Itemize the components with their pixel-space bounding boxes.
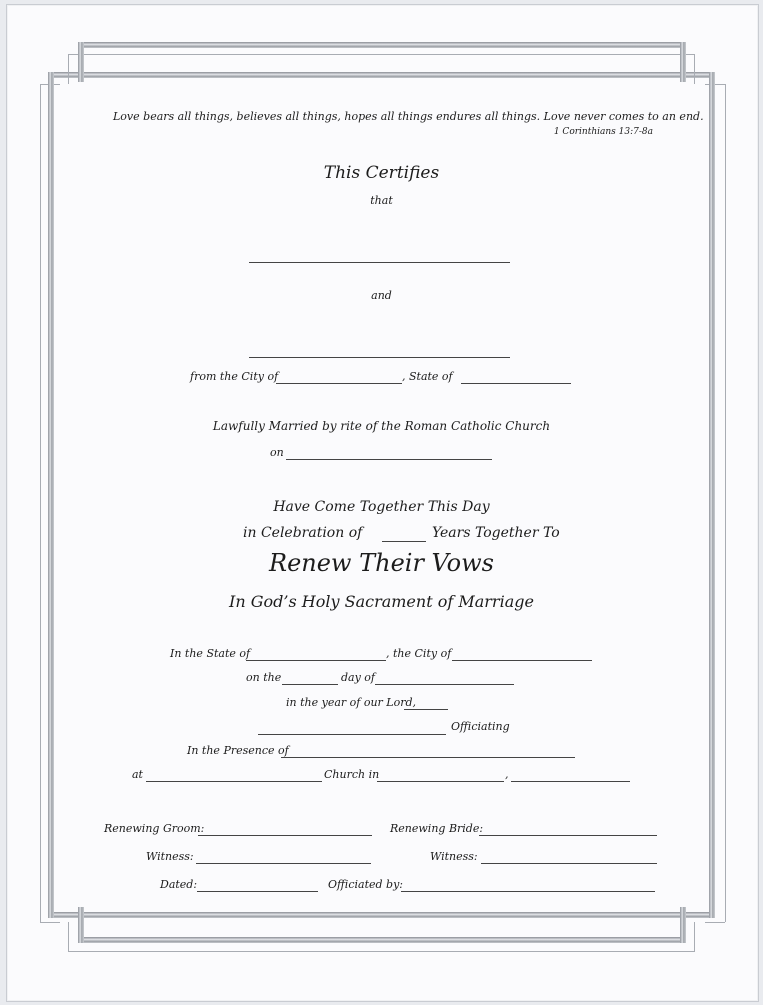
witness1-label: Witness:: [146, 850, 194, 863]
in-state-label: In the State of: [170, 647, 251, 660]
at-label: at: [132, 768, 143, 781]
officiant-line[interactable]: [258, 734, 446, 735]
scripture-citation: 1 Corinthians 13:7-8a: [553, 127, 653, 137]
sacrament-subheadline: In God’s Holy Sacrament of Marriage: [229, 592, 534, 611]
and-label: and: [371, 289, 392, 302]
witness2-signature-line[interactable]: [481, 863, 657, 864]
lawfully-married-statement: Lawfully Married by rite of the Roman Catholic Church: [212, 419, 551, 433]
that-label: that: [370, 194, 393, 207]
church-state-line[interactable]: [511, 781, 630, 782]
come-together-line: Have Come Together This Day: [273, 499, 490, 515]
city-of-label: , the City of: [386, 647, 452, 660]
year-label: in the year of our Lord,: [286, 696, 417, 709]
celebration-suffix: Years Together To: [432, 525, 560, 541]
church-comma: ,: [505, 768, 509, 781]
marriage-date-line[interactable]: [286, 459, 492, 460]
church-name-line[interactable]: [146, 781, 322, 782]
celebration-prefix: in Celebration of: [243, 525, 363, 541]
state-of-line[interactable]: [461, 383, 571, 384]
groom-signature-line[interactable]: [198, 835, 372, 836]
spouse2-name-line[interactable]: [249, 357, 510, 358]
state-of-label: , State of: [402, 370, 453, 383]
bride-signature-line[interactable]: [479, 835, 657, 836]
dated-label: Dated:: [160, 878, 198, 891]
officiating-label: Officiating: [451, 720, 510, 733]
bride-label: Renewing Bride:: [390, 822, 484, 835]
presence-line[interactable]: [281, 757, 575, 758]
from-city-line[interactable]: [276, 383, 402, 384]
church-city-line[interactable]: [377, 781, 504, 782]
certificate-title: This Certifies: [323, 163, 440, 183]
church-in-label: Church in: [324, 768, 380, 781]
month-line[interactable]: [375, 684, 514, 685]
from-city-label: from the City of: [190, 370, 279, 383]
witness2-label: Witness:: [430, 850, 478, 863]
dated-line[interactable]: [197, 891, 318, 892]
in-state-line[interactable]: [246, 660, 386, 661]
day-of-label: day of: [341, 671, 376, 684]
scripture-quote: Love bears all things, believes all things, hopes all things endures all things. Love never comes to an end.: [113, 110, 704, 123]
on-the-label: on the: [246, 671, 282, 684]
day-line[interactable]: [282, 684, 338, 685]
officiated-by-line[interactable]: [401, 891, 655, 892]
city-of-line[interactable]: [452, 660, 592, 661]
years-line[interactable]: [382, 541, 426, 542]
renew-vows-headline: Renew Their Vows: [269, 549, 494, 577]
groom-label: Renewing Groom:: [104, 822, 205, 835]
witness1-signature-line[interactable]: [196, 863, 371, 864]
officiated-by-label: Officiated by:: [328, 878, 403, 891]
year-line[interactable]: [404, 709, 448, 710]
presence-label: In the Presence of: [187, 744, 289, 757]
spouse1-name-line[interactable]: [249, 262, 510, 263]
marriage-on-label: on: [270, 446, 284, 459]
